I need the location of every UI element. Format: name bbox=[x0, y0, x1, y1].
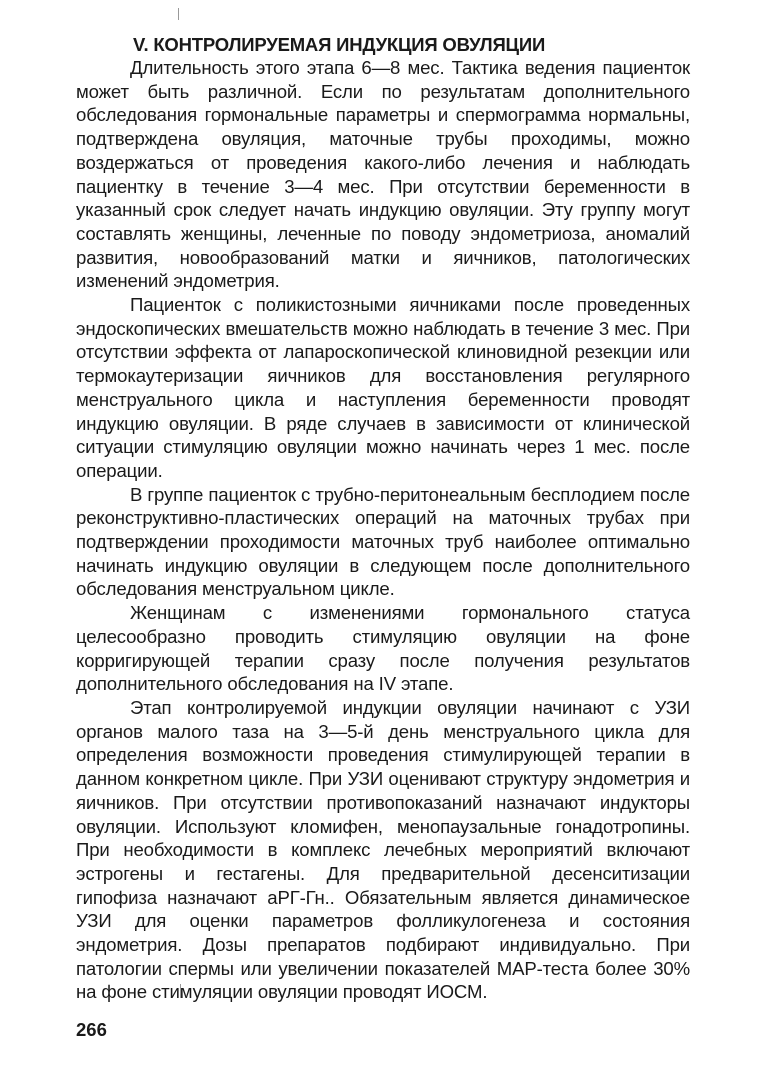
page-number: 266 bbox=[76, 1019, 107, 1040]
paragraph-polycystic: Пациенток с поликистозными яичниками после проведенных эндоскопических вмешательств можно наблюдать в течение 3 мес. При отсутствии эффекта от лапароскопической клиновидной резекции или термокаутеризации яичников для восстановления регулярного менструального цикла и наступления беременности проводят индукцию овуляции. В ряде случаев в зависимости от клинической ситуации стимуляцию овуляции можно начинать через 1 мес. после операции. bbox=[76, 294, 690, 481]
paragraph-hormonal: Женщинам с изменениями гормонального статуса целесообразно проводить стимуляцию овуляции на фоне корригирующей терапии сразу после получения результатов дополнительного обследования на IV этапе. bbox=[76, 602, 690, 695]
section-heading: V. КОНТРОЛИРУЕМАЯ ИНДУКЦИЯ ОВУЛЯЦИИ bbox=[133, 34, 546, 55]
paragraph-controlled-induction: Этап контролируемой индукции овуляции начинают с УЗИ органов малого таза на 3—5-й день менструального цикла для определения возможности проведения стимулирующей терапии в данном конкретном цикле. При УЗИ оценивают структуру эндометрия и яичников. При отсутствии противопоказаний назначают индукторы овуляции. Используют кломифен, менопаузальные гонадотропины. При необходимости в комплекс лечебных мероприятий включают эстрогены и гестагены. Для предварительной десенситизации гипофиза назначают аРГ-Гн.. Обязательным является динамическое УЗИ для оценки параметров фолликулогенеза и состояния эндометрия. Дозы препаратов подбирают индивидуально. При патологии спермы или увеличении показателей MAP-теста более 30% на фоне стимуляции овуляции проводят ИОСМ. bbox=[76, 696, 690, 1003]
body-text bbox=[76, 56, 690, 1004]
paragraph-tubal: В группе пациенток с трубно-перитонеальным бесплодием после реконструктивно-пластических операций на маточных трубах при подтверждении проходимости маточных труб наиболее оптимально начинать индукцию овуляции в следующем после дополнительного обследования менструальном цикле. bbox=[76, 483, 690, 600]
scan-speck bbox=[178, 8, 179, 20]
paragraph-duration: Длительность этого этапа 6—8 мес. Тактика ведения пациенток может быть различной. Если по результатам дополнительного обследования гормональные параметры и спермограмма нормальны, подтверждена овуляция, маточные трубы проходимы, можно воздержаться от проведения какого-либо лечения и наблюдать пациентку в течение 3—4 мес. При отсутствии беременности в указанный срок следует начать индукцию овуляции. Эту группу могут составлять женщины, леченные по поводу эндометриоза, аномалий развития, новообразований матки и яичников, патологических изменений эндометрия. bbox=[76, 57, 690, 292]
